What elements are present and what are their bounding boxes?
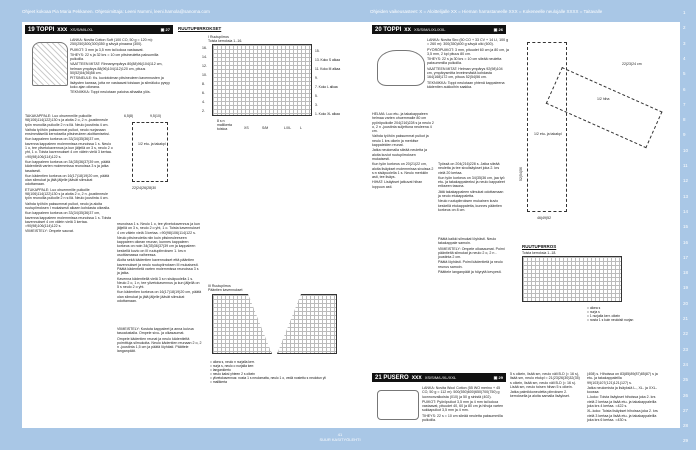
legend-item: = nurja s, neulo o nurjalla kerr. — [210, 364, 255, 368]
section-tab[interactable]: 17 — [683, 254, 689, 260]
para: Päättele langanpäät ja höyrytä kevyesti. — [438, 270, 502, 275]
para: Jatka neulomalla sileää neuletta ja aloita kuviot ruutupiirroksen mukaisesti. — [372, 148, 427, 161]
pattern-20-header — [372, 25, 506, 34]
camera-icon: ▣ 29 — [493, 375, 503, 380]
schem-label: 1/2 hiha — [597, 97, 610, 101]
para: Päätä löyhästi. Poimi kädentietä ja neulo reunus samoin. — [438, 260, 503, 269]
para: TAKAKAPPALE: Luo ohuemmille puikoille 98(106)114(122)130 s ja aloita 2 o, 2 n -joustinneule työn reunoilla puikolle 2 n s:llä. Neulo joustinta 4 cm. — [25, 114, 109, 127]
para: Kun kappaleen korkeus on 33(34)35(36)37 cm, kavenna kappaleen molemmissa reunoissa 1 s. Neulo 1 o, tee ylivetokavennus ja kun jäljellä on 3 s, neulo 2 o yht, 1 o. Toista kavennukset 4 cm välein vielä 3 kertaa. =90(98)106(114)122 s. — [25, 137, 113, 159]
p20-col1 — [372, 112, 434, 190]
para: L-koko: Toista lisäykset hihoissa joka 2. krs vielä 2 kertaa ja lisää etu- ja takakappaleilla joka krs 4 kertaa. =422 s. — [587, 395, 657, 409]
section-tab[interactable]: 5 — [683, 71, 686, 77]
row-num: 4. — [202, 100, 205, 104]
para: VIIMEISTELY: Ompele olkasaumat. Poimi pääntieltä silmukat ja neulo 2 o, 2 n -joustinta 2 cm. — [438, 246, 505, 260]
info: LANKA: Novita Wool Cotton (55 WO merino + 45 CO, 50 g = 112 m): 500(550)600(650)700(750) g luonnonvalkoista (010) ja 50 g sinistä (402). — [422, 386, 501, 399]
section-tab[interactable]: 27 — [683, 407, 689, 413]
level: xxx — [411, 374, 422, 381]
pattern-21-header — [372, 373, 506, 382]
p21-info — [422, 386, 506, 423]
para: XL-koko: Toista lisäykset hihoissa joka 2. krs vielä 3 kertaa ja lisää etu- ja takakappaleilla joka krs 6 kertaa. =430 s. — [587, 409, 658, 422]
sizes: XS/S/M/L/XL/XXL — [413, 27, 446, 32]
photo-page: 27 — [165, 27, 170, 32]
chart-row-notes — [315, 47, 340, 119]
section-tab[interactable]: 29 — [683, 438, 689, 444]
info: TIHEYS: 22 s ja 32 krs = 10 cm pitsineuletta paksumilla puikoilla. — [70, 52, 159, 62]
photo-page: 29 — [498, 375, 503, 380]
section-tab[interactable]: 23 — [683, 346, 689, 352]
p21-col3 — [587, 372, 659, 423]
section-tab[interactable]: 6 — [683, 86, 686, 92]
row-num: 8. — [202, 82, 205, 86]
chart-title: III Ruutupiirros — [208, 284, 231, 288]
sizes: XS/S/M/L/XL/XXL — [424, 375, 457, 380]
legend-item: = langankierto — [210, 368, 231, 372]
magazine-page — [22, 22, 680, 428]
info: PYÖRÖPUIKOT: 3 mm, pituudet 60 cm ja 80 cm, ja 3,5 mm, 2 kpl pituus 80 cm. — [427, 47, 509, 56]
schem-label: 22(24)26(28)30 — [132, 186, 157, 190]
size-arrow: XS — [244, 126, 249, 130]
level: xx — [404, 26, 411, 33]
chart-III-left — [212, 294, 272, 354]
section-tab[interactable]: 25 — [683, 377, 689, 383]
para: Päätä kaikki silmukat löyhästi. Neulo takakappale samoin. — [438, 237, 497, 246]
chart-row-numbers — [202, 44, 207, 116]
section-tab[interactable]: 12 — [683, 178, 689, 184]
p19-schematic — [132, 122, 168, 182]
camera-icon: ▣ 26 — [493, 27, 503, 32]
para: Ompele kädentien reunat ja neulo kädentieltä poimittuja silmukoita. Neulo kädentien reunaan 2 o, 2 n -joustinta 1,5 cm ja päätä löyhästi. Päättele langanpäät. — [117, 336, 202, 354]
chart-heading: RUUTUPIIRROS — [522, 244, 557, 249]
legend-item: = nurja s — [587, 310, 600, 314]
para: Kun työn korkeus on 20(21)22 cm, aloita lisäykset molemmissa sivuissa 2 s:n sisäpuolella 1 s. Neulo merkkiin asti, tee lisäys. — [372, 162, 434, 180]
chart-title: I Ruutupiirros — [208, 35, 229, 39]
para: HELMA: Luo etu- ja takakappaleen helmaa varten ohuemmalle 80 cm pyöröpuikolle 204(216)228 s ja neulo 2 o, 2 n -joustinta suljettuna neuleena 4 cm. — [372, 112, 434, 134]
info: TIHEYS: 22 s = 10 cm sileää neuletta paksummilla puikoilla. — [422, 413, 503, 423]
para: 5 s oikein, lisää sm, neulo väli B-D (= 16 s), lisää sm, neulo etukpl = 21(23)26(30)32(35) s oikein, lisää sm, neulo väli B-D (= 16 s). Lisää sm, neulo toisen hihan 5 s oikein. — [510, 372, 580, 389]
row-note: 5. — [315, 94, 318, 98]
row-num: 6. — [202, 91, 205, 95]
section-tab[interactable]: 4 — [683, 55, 686, 61]
para: Jatka palmikkoneuletta piirroksen 2. kerroksella ja aloita samalla lisäykset. — [510, 390, 570, 399]
title: 20 TOPPI — [375, 26, 402, 33]
legend-item: = mallikerta — [210, 380, 227, 384]
info: LANKA: Novita Cotton Soft (100 CO, 50 g = 120 m): 250(250)300(300)350 g sävyä pinaana (300). — [70, 38, 153, 47]
para: Vaihda työhön paksummat puikot ja neulo 1 krs oikein ja merkitse kappaleiden reunat. — [372, 134, 429, 148]
section-tab[interactable]: 10 — [683, 147, 689, 153]
section-tab[interactable]: 16 — [683, 239, 689, 245]
camera-icon: ▣ 27 — [160, 27, 170, 32]
title: 19 TOPPI — [28, 26, 55, 33]
p20-legend — [587, 306, 677, 322]
legend-item: = oikea s, neulo n nurjalla kerr. — [210, 360, 255, 364]
charts-heading: RUUTUPIIRROKSET — [178, 26, 222, 31]
section-tab[interactable]: 13 — [683, 193, 689, 199]
size-arrow: L — [300, 126, 302, 130]
footer — [0, 428, 680, 450]
pattern-19-header — [25, 25, 173, 34]
magazine-name: SUUR KASITYÖLEHTI — [319, 437, 361, 442]
section-tab[interactable]: 2 — [683, 25, 686, 31]
schem-label: 9,5(10) — [150, 114, 162, 118]
credits: Ohjeet kokoaa Pia Maria Pekkanen. Ohjetoimittaja: Leeni Nummi, leeni.hamola@sanoma.com — [22, 9, 210, 14]
info: PUIKOT: 3 mm ja 3,5 mm tai kokoa vastaavat. — [70, 47, 144, 52]
section-tab[interactable]: 14 — [683, 208, 689, 214]
chart-subtitle: Toista kerroksia 1.-18. — [522, 251, 557, 255]
section-tab[interactable]: 20 — [683, 300, 689, 306]
legend-item: = nosta 1 s kuin neuloisit nurjan — [587, 318, 634, 322]
row-num: 12. — [202, 64, 207, 68]
p20-col2 — [438, 162, 506, 213]
level: xxx — [57, 26, 68, 33]
section-tab[interactable]: 26 — [683, 392, 689, 398]
top-19-sketch — [32, 42, 68, 86]
para: VIIMEISTELY: Ompele sauvat. — [25, 229, 74, 234]
para: Kun kappaleen korkeus on 34(35)36(37)39 cm, päätä kädentietä varten molemmissa reunoissa 3 s ja jatka tasaisesti. — [25, 159, 111, 173]
row-num: 10. — [202, 73, 207, 77]
row-num: 2. — [202, 109, 205, 113]
section-tab[interactable]: 3 — [683, 40, 686, 46]
section-tabs — [680, 0, 696, 450]
section-tab[interactable]: 28 — [683, 423, 689, 429]
info: VAATTEEN MITAT: Rinnanympärys 80(88)96(104)112 cm, helman ympärys 88(96)104(112)120 cm, pituus 50(52)54(56)58 cm. — [70, 62, 163, 76]
chart-subtitle: Pääntien kavennukset — [208, 288, 243, 292]
para: VIIMEISTELY: Kostuta kappaleet ja anna kuivua tasoalustalla. Ompele sivu- ja olkasaumat. — [117, 327, 194, 336]
section-tab[interactable]: 21 — [683, 316, 689, 321]
legend-item: = neulo kaksi yhteen 2 s oikein — [210, 372, 255, 376]
info: PITSINEULE: Ks. kuviotolman pitsineuleen kavennusten ja lisäysten kanssa, jotta ne vastaavat toisiaan ja silmäluku pysyy koko ajan oikeana. — [70, 76, 170, 89]
top-banner — [0, 0, 696, 22]
para: Aloita sekä kädentien kavennukset että pääntien kavennukset ja neulo ruutupiirroksen III mukaisesti. Päätä kädentietä varten molemmissa reunoissa 3 s ja jatka. — [117, 258, 199, 276]
para: Neulo pitsineuletta niin kuin pitsineuleeseen kappaleen oikean reunan, kunnes kappaleen korkeus on noin 34(35)36(37)39 cm ja kappaleen keskellä kuvio on III ruutupiirroksen 1. krs:n osoittamassa vaiheessa. — [117, 235, 196, 258]
title: 21 PUSERO — [375, 374, 409, 381]
info: VAATTEEN MITAT: Helman ympärys 92(98)104 cm, ympärysmitta leveimmästä kohdasta 164(168)172 cm, pituus 52(54)56 cm. — [427, 66, 503, 80]
para: Vaihda työhön paksummat puikot, neulo ja aloita ruutupiirroksen I mukaisesti alkaen kohdasta oikealla. — [25, 201, 111, 210]
p19-col1 — [25, 114, 113, 235]
row-note: 13. Koko S alkaa — [315, 58, 340, 62]
legend-item: = oikea s — [587, 306, 601, 310]
section-tab[interactable]: 22 — [683, 331, 689, 337]
legend-item: = ylivetokavennus: nosta 1 s neulomatta, neulo 1 o, vedä nostettu s neulotun yli — [210, 376, 326, 380]
sizes: XS/S/M/L/XL — [70, 27, 94, 32]
section-tab[interactable]: 15 — [683, 224, 689, 230]
info: TEKNIIKKA: Toppi neulotaan yhtenä kappaleena kädentien aukkoihin saakka. — [427, 80, 505, 89]
para: Kun kappaleen korkeus on 33(34)35(36)37 cm, kavenna kappaleen molemmissa reunoissa 1 s. Toista kavennukset 4 cm välein vielä 3 kertaa. =90(98)106(114)122 s. — [25, 211, 112, 229]
legend-item: = 1 nurjalla kerr. oikein — [587, 314, 621, 318]
schem-label: 22(23)24 cm — [622, 62, 642, 66]
para: Kun kädentien korkeus on 16(17)18(19)20 cm, päätä olan silmukat ja jätä jäljelle jäävät silmukat odottamaan. — [25, 173, 110, 187]
section-tab[interactable]: 18 — [683, 270, 689, 276]
info: PUIKOT: Pyöröpuikot 3,5 mm ja 4 mm tai kokoa vastaavat, pituudet 40, 60 ja 80 cm ja hihoja varten sukkapuikot 3,5 mm ja 4 mm. — [422, 399, 504, 413]
para: Jätä takakappaleen silmukat odottamaan ja neulo etukappaletta. — [438, 189, 504, 199]
para: Vaihda työhön paksummat puikot, neulo nurjanaan ensimmäisellä kerroksella pitsineuleen aloittamiseksi. — [25, 127, 110, 137]
para: Kun kädentien korkeus on 16(17)18(19)20 cm, päätä olan silmukat ja jätä jäljelle jäävät silmukat odottamaan. — [117, 290, 202, 304]
p19-col3 — [117, 327, 202, 355]
para: Työssä on 204(216)228 s. Jatka sileää neuletta ja tee sivulisäykset joka 2. krs vielä 20 kertaa. — [438, 162, 500, 175]
para: Kavenna kädentiellä vielä 3 s:n sisäpuolella 1 s. Neulo 2 o, 1 n, tee ylivetokavennus ja kun jäljellä on 5 s neulo 2 o yht. — [117, 276, 200, 290]
p20-chart-grid — [522, 256, 622, 302]
p20-col3 — [438, 237, 506, 275]
chart-III-right — [277, 294, 337, 354]
p21-col2 — [510, 372, 582, 400]
sweater-21-sketch — [377, 390, 419, 420]
p19-col2 — [117, 222, 202, 304]
para: Kun työn korkeus on 34(35)36 cm, jaa työ etu- ja takakappaleeksi ja neulo kappaleet erikseen tasona. — [438, 175, 505, 189]
page-number: 41 — [337, 432, 343, 437]
section-tab[interactable]: 9 — [683, 132, 686, 138]
size-arrow: L/XL — [284, 126, 292, 130]
info: TEKNIIKKA: Toppi neulotaan paloina alhaalta ylös. — [70, 90, 151, 95]
row-note: 15. — [315, 49, 320, 53]
section-tab[interactable]: 19 — [683, 285, 689, 291]
p20-info — [427, 38, 509, 90]
top-20-sketch — [377, 50, 425, 86]
para: ETUKAPPALE: Luo ohuemmille puikoille 98(106)114(122)130 s ja aloita 2 o, 2 n -joustinneule työn reunoilla puikolle 2 n s:llä. Neulo joustinta 4 cm. — [25, 187, 109, 201]
row-note: 11. Koko M alkaa — [315, 67, 341, 71]
row-note: 7. Koko L alkaa — [315, 85, 338, 89]
row-note: 1. Koko XL alkaa — [315, 112, 340, 116]
info: LANKA: Novita Siro (50 CO + 33 CV + 14 LI, 100 g = 260 m): 300(350)400 g sävyä olki (600). — [427, 38, 509, 47]
schem-label: 1/2 etu- ja takakpl — [534, 132, 562, 136]
chart-subtitle: Toista kerroksia 1.-16. — [208, 39, 243, 43]
row-num: 14. — [202, 55, 207, 59]
section-tab[interactable]: 7 — [683, 101, 686, 107]
row-num: 16. — [202, 46, 207, 50]
info: TIHEYS: 22 s ja 30 krs = 10 cm sileää neuletta paksummilla puikoilla. — [427, 57, 502, 66]
schem-label: 6,5(8) — [124, 114, 134, 118]
para: reunoissa 1 s. Neulo 1 o, tee ylivetokavennus ja kun jäljellä on 3 s, neulo 2 o yht, 1 o. Toista kavennukset 4 cm välein vielä 3 kertaa. =90(98)106(114)122 s. — [117, 222, 200, 235]
p19-info — [70, 38, 170, 96]
photo-page: 26 — [498, 27, 503, 32]
difficulty-legend: Ohjeiden vaikeusasteet: X = Aloittelijalle XX = Hieman harrastaneelle XXX = Kokeneelle neulojalle XXXX = Taitavalle — [370, 9, 603, 14]
repeat-label: 8 s:n mallikerta toistoa — [217, 119, 232, 131]
row-note: 3. — [315, 103, 318, 107]
para: Jatka neulomista ja lisäyksiä L-, XL- ja XXL-koossa: — [587, 385, 657, 395]
para: (408) s. Hihoissa on 83(85)89(87)85(87) s ja etu- ja takakappaleilla 99(103)107(121)121(127) s. — [587, 372, 658, 385]
section-tab[interactable]: 11 — [683, 163, 688, 168]
section-tab[interactable]: 1 — [683, 10, 686, 15]
schem-label: 1/2 etu- ja takakpl — [138, 142, 166, 146]
p19-legend — [210, 360, 350, 384]
section-tab[interactable]: 8 — [683, 117, 686, 123]
para: Neulo ruutupiirroksen mukainen kuvio keskellä etukappaletta, kunnes pääntien korkeus on 8 cm. — [438, 199, 502, 212]
para: HIHAT: Lisäykset jatkuvat hihan loppuun asti. — [372, 180, 423, 189]
section-tab[interactable]: 24 — [683, 361, 689, 367]
size-arrow: S/M — [262, 126, 269, 130]
chart-I-grid — [212, 44, 312, 116]
schem-label: 52(54)56 — [519, 166, 524, 182]
row-note: 9. — [315, 76, 318, 80]
schem-label: 46(49)52 — [537, 216, 552, 220]
